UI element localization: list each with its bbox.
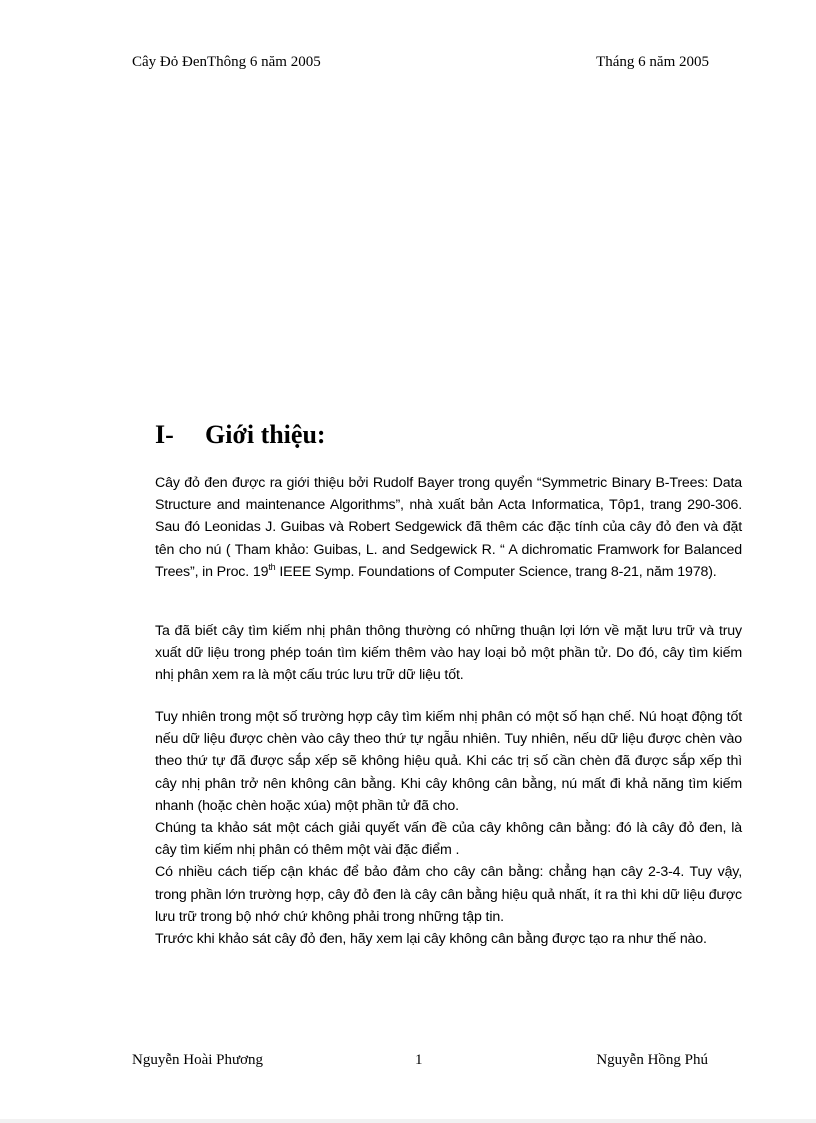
paragraph-3-line-3: Có nhiều cách tiếp cận khác để bảo đảm cho cây cân bằng: chẳng hạn cây 2-3-4. Tuy vậy, trong phần lớn trường hợp, cây đỏ đen là cây cân bằng hiệu quả nhất, ít ra thì khi dữ liệu được lưu trữ trong bộ nhớ chứ không phải trong những tập tin. (155, 864, 742, 925)
paragraph-introduction (155, 472, 742, 583)
paragraph-bst-limitations (155, 706, 742, 950)
header-right-date: Tháng 6 năm 2005 (596, 54, 709, 70)
section-number: I- (155, 420, 174, 449)
page-bottom-edge (0, 1119, 816, 1123)
footer-author-right: Nguyễn Hồng Phú (596, 1052, 708, 1068)
superscript-th: th (268, 561, 276, 572)
paragraph-2: Ta đã biết cây tìm kiếm nhị phân thông thường có những thuận lợi lớn về mặt lưu trữ và truy xuất dữ liệu trong phép toán tìm kiếm thêm vào hay loại bỏ một phần tử. Do đó, cây tìm kiếm nhị phân xem ra là một cấu trúc lưu trữ dữ liệu tốt. (155, 623, 742, 684)
paragraph-1-text-end: IEEE Symp. Foundations of Computer Science, trang 8-21, năm 1978). (275, 563, 717, 580)
paragraph-3-line-4: Trước khi khảo sát cây đỏ đen, hãy xem lại cây không cân bằng được tạo ra như thế nào. (155, 931, 707, 948)
paragraph-1 (155, 472, 742, 583)
section-heading (155, 420, 326, 450)
page-number: 1 (415, 1052, 423, 1068)
paragraph-bst-advantages (155, 620, 742, 687)
footer-author-left: Nguyễn Hoài Phương (132, 1052, 264, 1068)
paragraph-1-text: Cây đỏ đen được ra giới thiệu bởi Rudolf Bayer trong quyển “Symmetric Binary B-Trees: Data Structure and maintenance Algorithms”, nhà xuất bản Acta Informatica, Tôp1, trang 290-306. Sau đó Leonidas J. Guibas và Robert Sedgewick đã thêm các đặc tính của cây đỏ đen và đặt tên cho nú ( Tham khảo: Guibas, L. and Sedgewick R. “ A dichromatic Framwork for Balanced Trees”, in Proc. 19 (155, 475, 742, 580)
paragraph-3-line-2: Chúng ta khảo sát một cách giải quyết vấn đề của cây không cân bằng: đó là cây đỏ đen, là cây tìm kiếm nhị phân có thêm một vài đặc điểm . (155, 820, 742, 859)
header-left-text: Cây Đỏ ĐenThông 6 năm 2005 (132, 54, 321, 70)
section-title: Giới thiệu: (205, 420, 326, 449)
paragraph-3-line-1: Tuy nhiên trong một số trường hợp cây tìm kiếm nhị phân có một số hạn chế. Nú hoạt động tốt nếu dữ liệu được chèn vào cây theo thứ tự ngẫu nhiên. Tuy nhiên, nếu dữ liệu được chèn vào theo thứ tự đã được sắp xếp sẽ không hiệu quả. Khi các trị số cần chèn đã được sắp xếp thì cây nhị phân trở nên không cân bằng. Khi cây không cân bằng, nú mất đi khả năng tìm kiếm nhanh (hoặc chèn hoặc xúa) một phần tử đã cho. (155, 709, 742, 814)
